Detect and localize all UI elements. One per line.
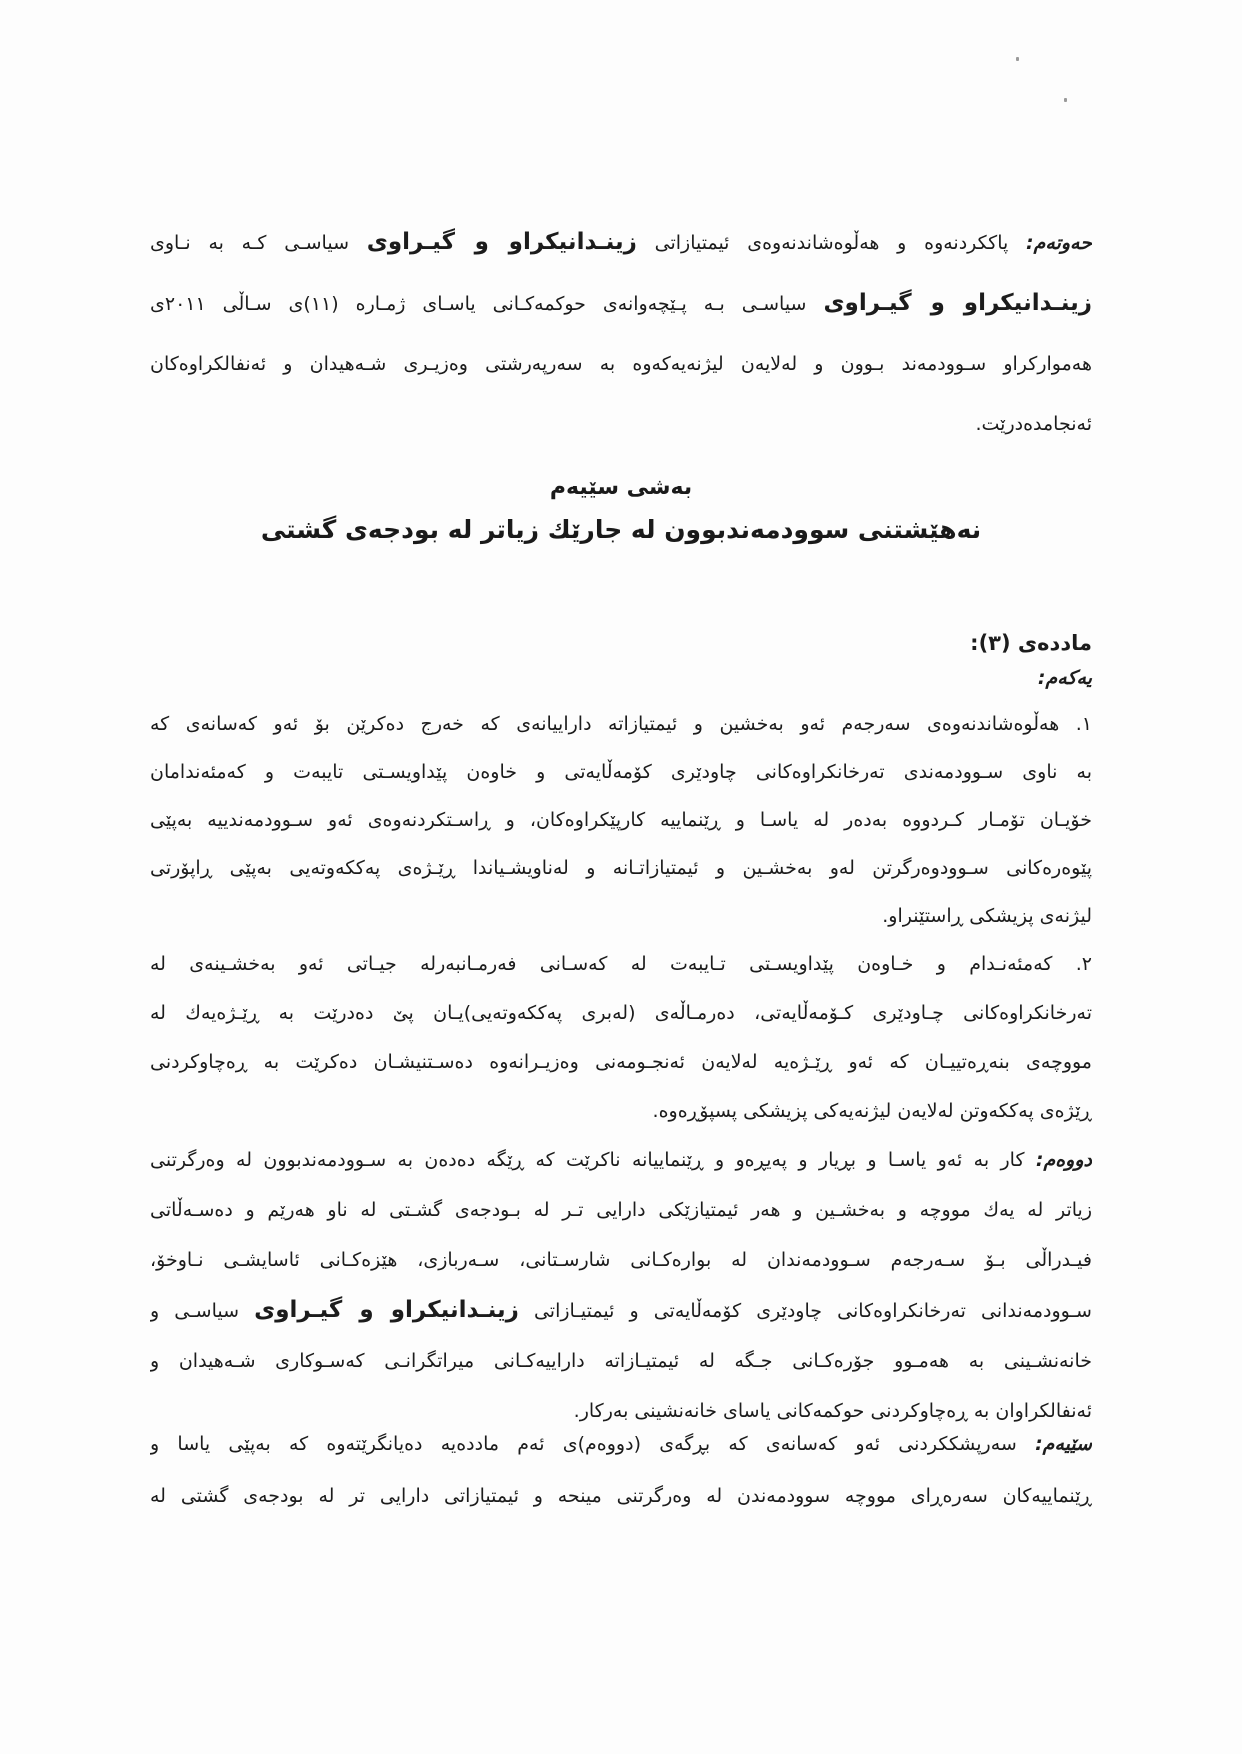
paragraph-hawtam [150, 212, 1092, 454]
article-label: ماددەی (٣): [970, 631, 1092, 655]
paragraph-label: حەوتەم: [1026, 232, 1092, 254]
paragraph-line: زیاتر لە یەك مووچە و بەخشـین و هەر ئیمتیازێكی دارایی تـر لە بـودجەی گشـتی لە ناو هەرێم و دەسـەڵاتی [150, 1199, 1092, 1221]
list-line: لیژنەی پزیشكی ڕاستێنراو. [882, 905, 1092, 927]
paragraph-line: حەوتەم: پاككردنەوە و هەڵوەشاندنەوەی ئیمتیازاتی زینـدانیكراو و گیـراوی سیاسـی كـە بە نـاوی [150, 229, 1092, 255]
paragraph-line: ڕێنماییەكان سەرەڕای مووچە سوودمەندن لە وەرگرتنی مینحە و ئیمتیازاتی دارایی تر لە بودجەی گشتی لە [150, 1485, 1092, 1507]
list-line: خۆیـان تۆمـار كـردووە بەدەر لە یاسـا و ڕێنماییە كارپێكراوەكان، و ڕاسـتكردنەوەی ئەو سـوودمەندییە بەپێی [150, 809, 1092, 831]
item-label: یەكەم: [1037, 667, 1092, 689]
article-header [150, 625, 1092, 695]
paragraph-line: ئەنفالكراوان بە ڕەچاوكردنی حوكمەكانی یاسای خانەنشینی بەركار. [573, 1400, 1092, 1422]
list-line: ڕێژەی پەككەوتن لەلایەن لیژنەیەكی پزیشكی پسپۆڕەوە. [652, 1100, 1092, 1122]
paragraph-line: سێیەم: سەرپشككردنی ئەو كەسانەی كە بڕگەی (دووەم)ی ئەم ماددەیە دەیانگرێتەوە كە بەپێی یاسا و [150, 1433, 1092, 1455]
section-subtitle: نەهێشتنی سوودمەندبوون لە جارێك زیاتر لە بودجەی گشتی [260, 515, 982, 544]
paragraph-line: سـوودمەندانی تەرخانكراوەكانی چاودێری كۆمەڵایەتی و ئیمتیـازاتی زینـدانیكراو و گیـراوی سیاسـی و [150, 1297, 1092, 1323]
list-line: ١. هەڵوەشاندنەوەی سەرجەم ئەو بەخشین و ئیمتیازاتە داراییانەی كە خەرج دەكرێن بۆ ئەو كەسانەی كە [150, 713, 1092, 735]
paragraph-label: سێیەم: [1035, 1433, 1092, 1455]
scan-speck [1016, 57, 1019, 61]
list-line: تەرخانكراوەكانی چـاودێری كـۆمەڵایەتی، دەرمـاڵەی (لەبری پەككەوتەیی)یـان پێ دەدرێت بە ڕێـژەیەك لە [150, 1002, 1092, 1024]
list-line: بە ناوی سـوودمەندی تەرخانكراوەكانی چاودێری كۆمەڵایەتی و خاوەن پێداویسـتی تایبەت و كەمئەندامان [150, 761, 1092, 783]
paragraph-label: دووەم: [1035, 1149, 1092, 1171]
paragraph-line: ئەنجامدەدرێت. [975, 413, 1092, 435]
list-item-1 [150, 700, 1092, 940]
paragraph-seyem [150, 1418, 1092, 1522]
emphasis-text: زینـدانیكراو و گیـراوی [823, 290, 1092, 316]
list-line: پێوەرەكانی سـوودوەرگرتن لەو بەخشـین و ئیمتیازاتـانە و لەناویشـیاندا ڕێـژەی پەككەوتەیی بەپێی ڕاپۆرتی [150, 857, 1092, 879]
scan-speck [1064, 98, 1067, 102]
list-line: ٢. كەمئەنـدام و خـاوەن پێداویسـتی تـایبەت لە كەسـانی فەرمـانبەرلە جیـاتی ئەو بەخشـینەی لە [150, 953, 1092, 975]
paragraph-line: دووەم: كار بە ئەو یاسـا و بڕیار و پەیڕەو و ڕێنماییانە ناكرێت كە ڕێگە دەدەن بە سـوودمەندبوون لە وەرگرتنی [150, 1149, 1092, 1171]
section-heading [150, 468, 1092, 552]
paragraph-line: زینـدانیكراو و گیـراوی سیاسـی بـە پـێچەوانەی حوكمەكـانی یاسـای ژمـارە (١١)ی سـاڵی ٢٠١١ی [150, 290, 1092, 316]
paragraph-duwem [150, 1135, 1092, 1436]
paragraph-line: خانەنشـینی بە هەمـوو جۆرەكـانی جـگە لە ئیمتیـازاتە داراییەكـانی میراتگرانـی كەسـوكاری شـەهیدان و [150, 1350, 1092, 1372]
paragraph-line: فیـدراڵی بـۆ سـەرجەم سـوودمەندان لە بوارەكـانی شارسـتانی، سـەربازی، هێزەكـانی ئاسایشـی نـاوخۆ، [150, 1249, 1092, 1271]
section-title: بەشی سێیەم [549, 475, 693, 500]
paragraph-line: هەموارکراو سـوودمەند بـوون و لەلایەن لیژنەیەکەوە بە سەرپەرشتی وەزیـری شـەهیدان و ئەنفالكراوەكان [150, 353, 1092, 375]
list-line: مووچەی بنەڕەتییـان كە ئەو ڕێـژەیە لەلایەن ئەنجـومەنی وەزیـرانەوە دەسـتنیشـان دەكرێت بە ڕەچاوكردنی [150, 1051, 1092, 1073]
list-item-2 [150, 940, 1092, 1136]
emphasis-text: زینـدانیكراو و گیـراوی [366, 229, 637, 255]
emphasis-text: زینـدانیكراو و گیـراوی [254, 1297, 519, 1323]
